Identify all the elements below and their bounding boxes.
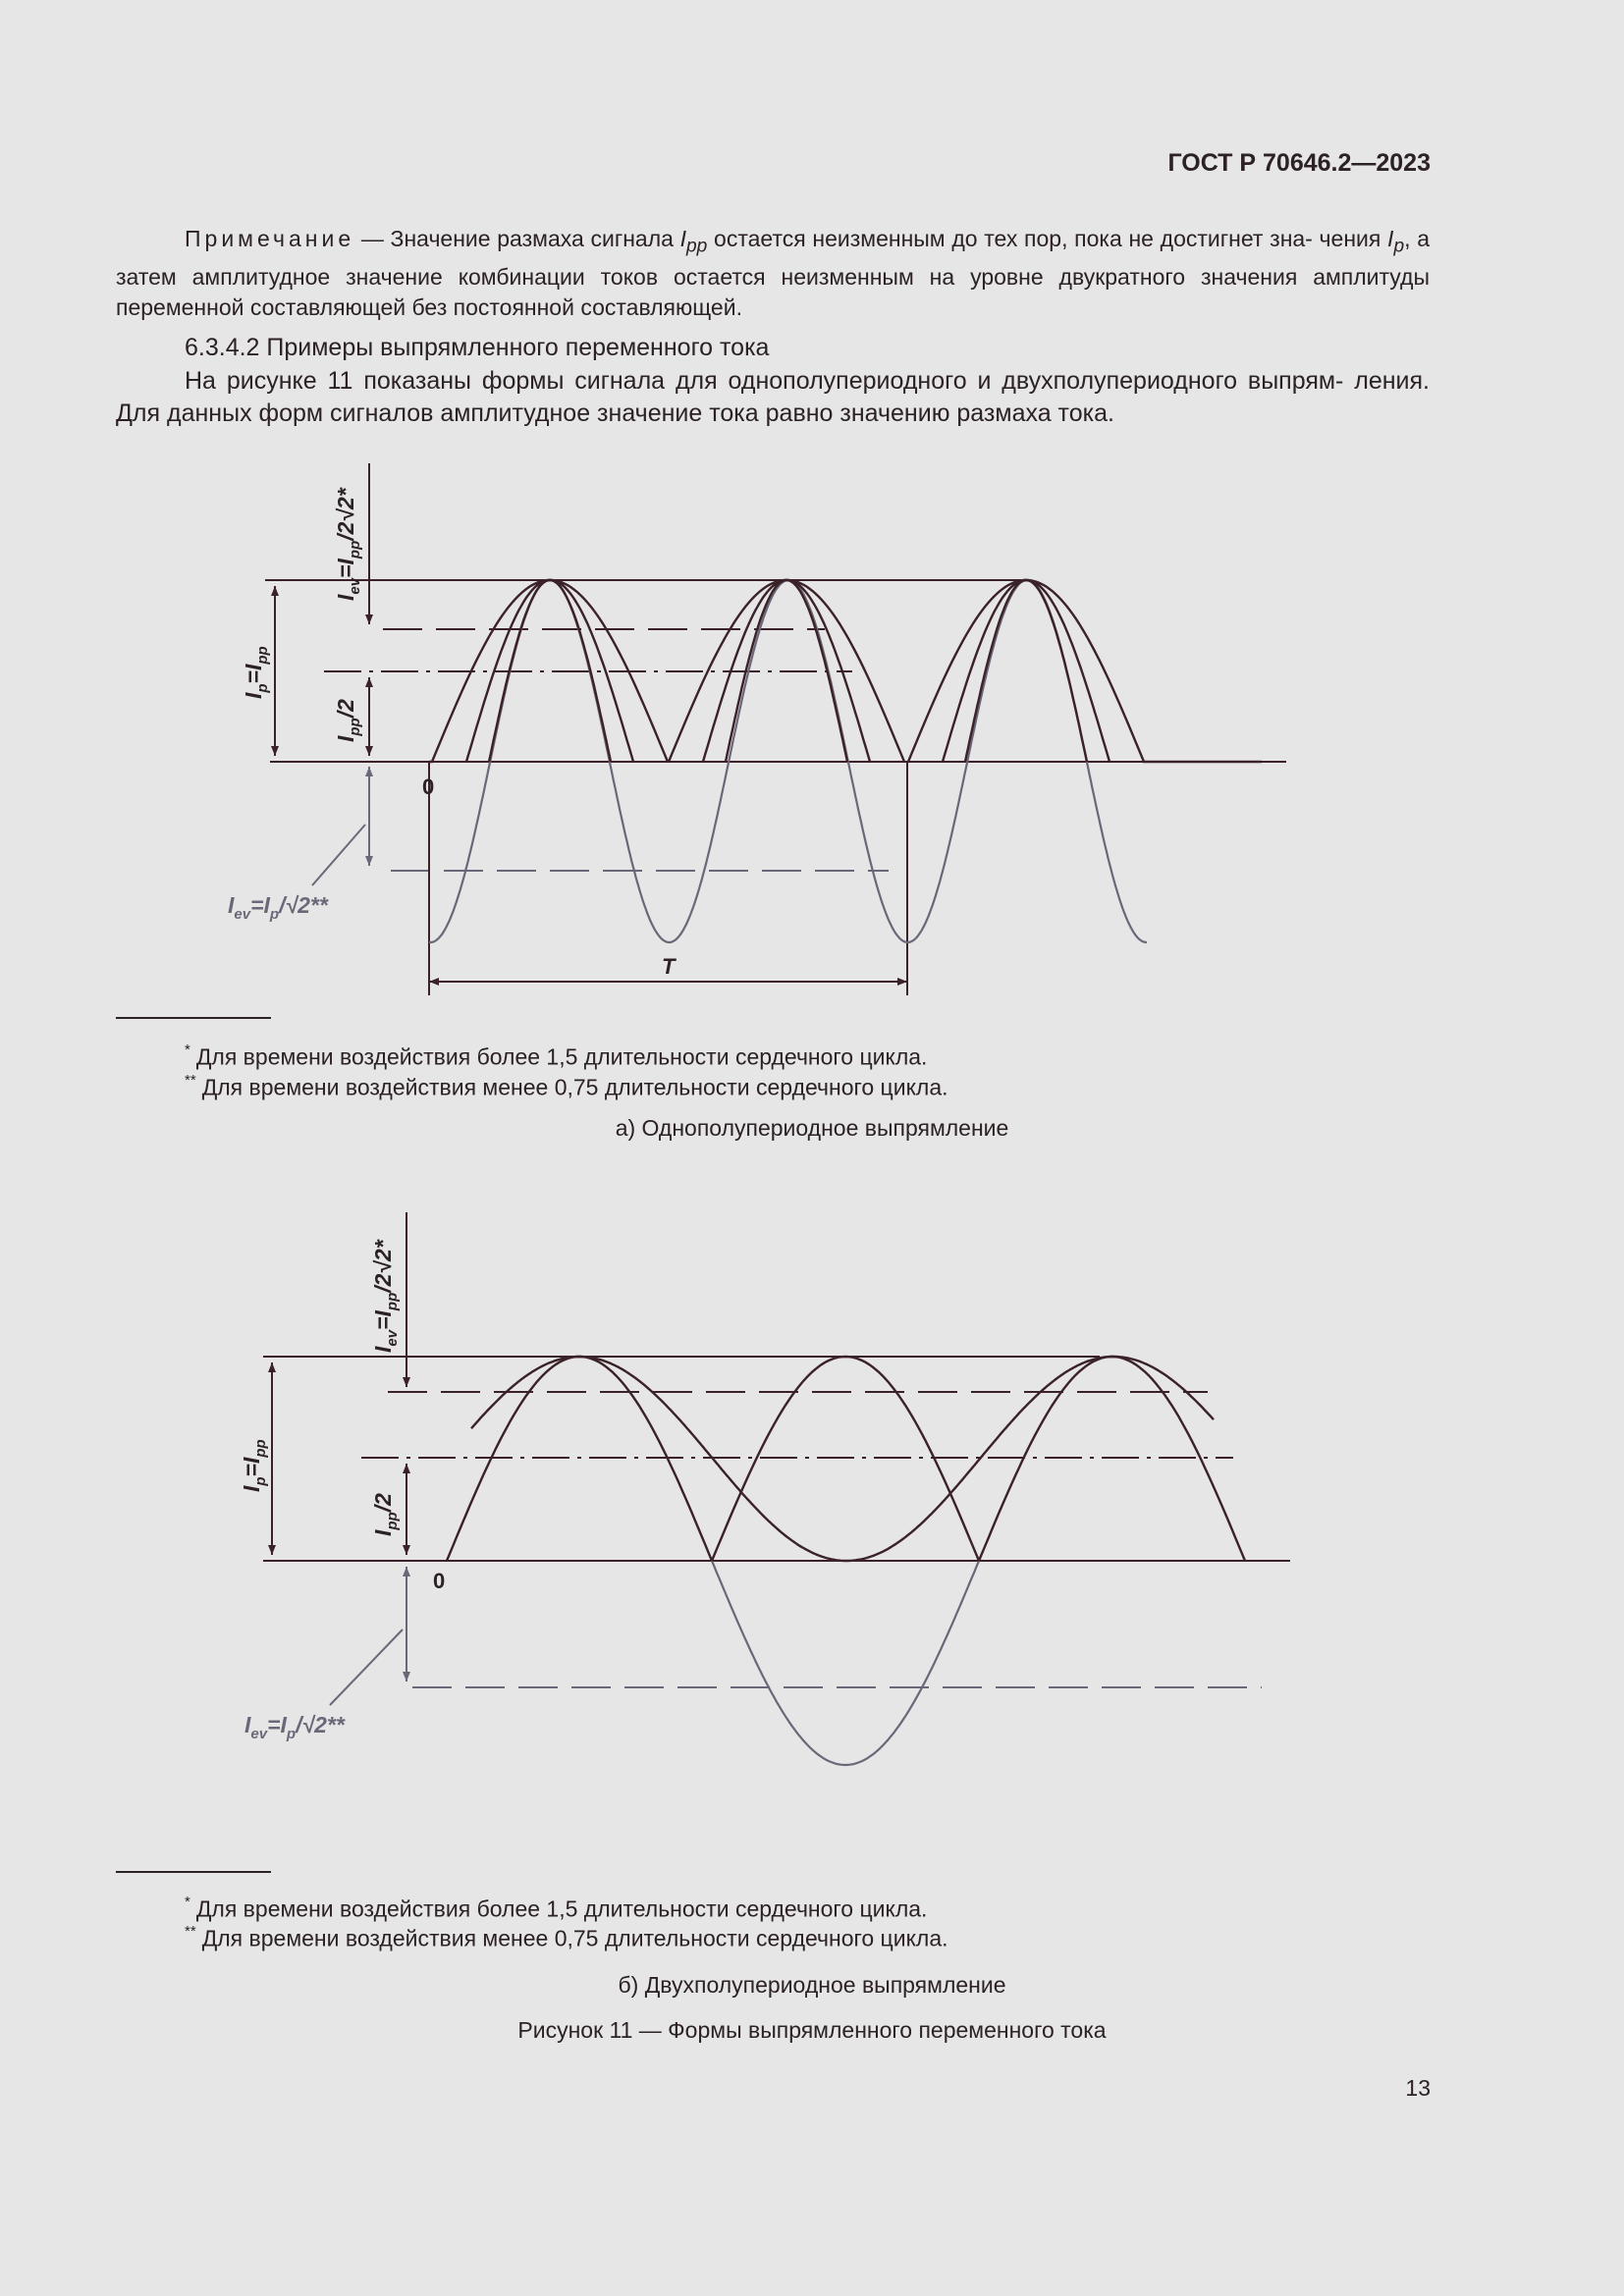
fig-b-caption: б) Двухполупериодное выпрямление — [618, 1972, 1006, 1998]
fig-b-label-ip-ipp: $I_p=I_{pp}$ — [239, 1439, 269, 1492]
fig-a-zero-label: 0 — [422, 774, 435, 799]
fig-a-period-label: T — [662, 954, 676, 979]
note-var-ipp-sub: pp — [686, 236, 708, 257]
standard-number: ГОСТ Р 70646.2—2023 — [1167, 149, 1431, 177]
fig-a-label-ipp-half: $I_{pp}/2$ — [333, 699, 363, 742]
fig-b-label-iev-bottom: $I_{ev}=I_p/√2**$ — [244, 1712, 345, 1742]
section-paragraph: На рисунке 11 показаны формы сигнала для однополупериодного и двухполупериодного выпрям- ления. Для данных форм сигналов амплитудное значение тока равно значению размаха тока. — [116, 367, 1430, 427]
section-number: 6.3.4.2 — [185, 334, 260, 361]
note-text-2: остается неизменным до тех пор, пока не достигнет зна- чения — [707, 226, 1388, 251]
fig-a-label-iev-bottom: $I_{ev}=I_p/√2**$ — [228, 892, 328, 923]
note-text-1: — Значение размаха сигнала — [354, 226, 680, 251]
page-number: 13 — [1405, 2075, 1431, 2101]
note-text-3: , а затем амплитудное значение комбинации токов остается неизменным на уровне двукратного значения амплитуды переменной составляющей без постоянной составляющей. — [116, 226, 1430, 320]
note-var-ip: I — [1387, 226, 1394, 251]
note-var-ipp: I — [679, 226, 687, 251]
fig-b-label-ipp-half: $I_{pp}/2$ — [370, 1493, 401, 1536]
fig-b-zero-label: 0 — [433, 1569, 446, 1593]
fig-a-footnote-2: ** Для времени воздействия менее 0,75 длительности сердечного цикла. — [185, 1072, 948, 1100]
fig-a-footnote-1: * Для времени воздействия более 1,5 длительности сердечного цикла. — [185, 1041, 928, 1070]
fig-a-label-iev-top: $I_{ev}=I_{pp}/2√2*$ — [333, 488, 363, 601]
note-var-ip-sub: p — [1393, 236, 1405, 257]
fig-b-leader-line — [330, 1629, 403, 1705]
fig-b-gray-wave — [712, 1561, 979, 1765]
fig-a-label-ip-ipp: $I_p=I_{pp}$ — [241, 646, 271, 699]
fig-a-caption: а) Однополупериодное выпрямление — [615, 1115, 1009, 1141]
fig-b-label-iev-top: $I_{ev}=I_{pp}/2√2*$ — [370, 1240, 401, 1353]
section-title: Примеры выпрямленного переменного тока — [266, 334, 770, 361]
figure-title: Рисунок 11 — Формы выпрямленного переменного тока — [517, 2017, 1107, 2043]
fig-b-footnote-2: ** Для времени воздействия менее 0,75 длительности сердечного цикла. — [185, 1923, 948, 1951]
note-label: Примечание — [185, 226, 355, 251]
fig-b-footnote-1: * Для времени воздействия более 1,5 длительности сердечного цикла. — [185, 1894, 928, 1922]
fig-b-footnote-rule — [116, 1871, 271, 1873]
